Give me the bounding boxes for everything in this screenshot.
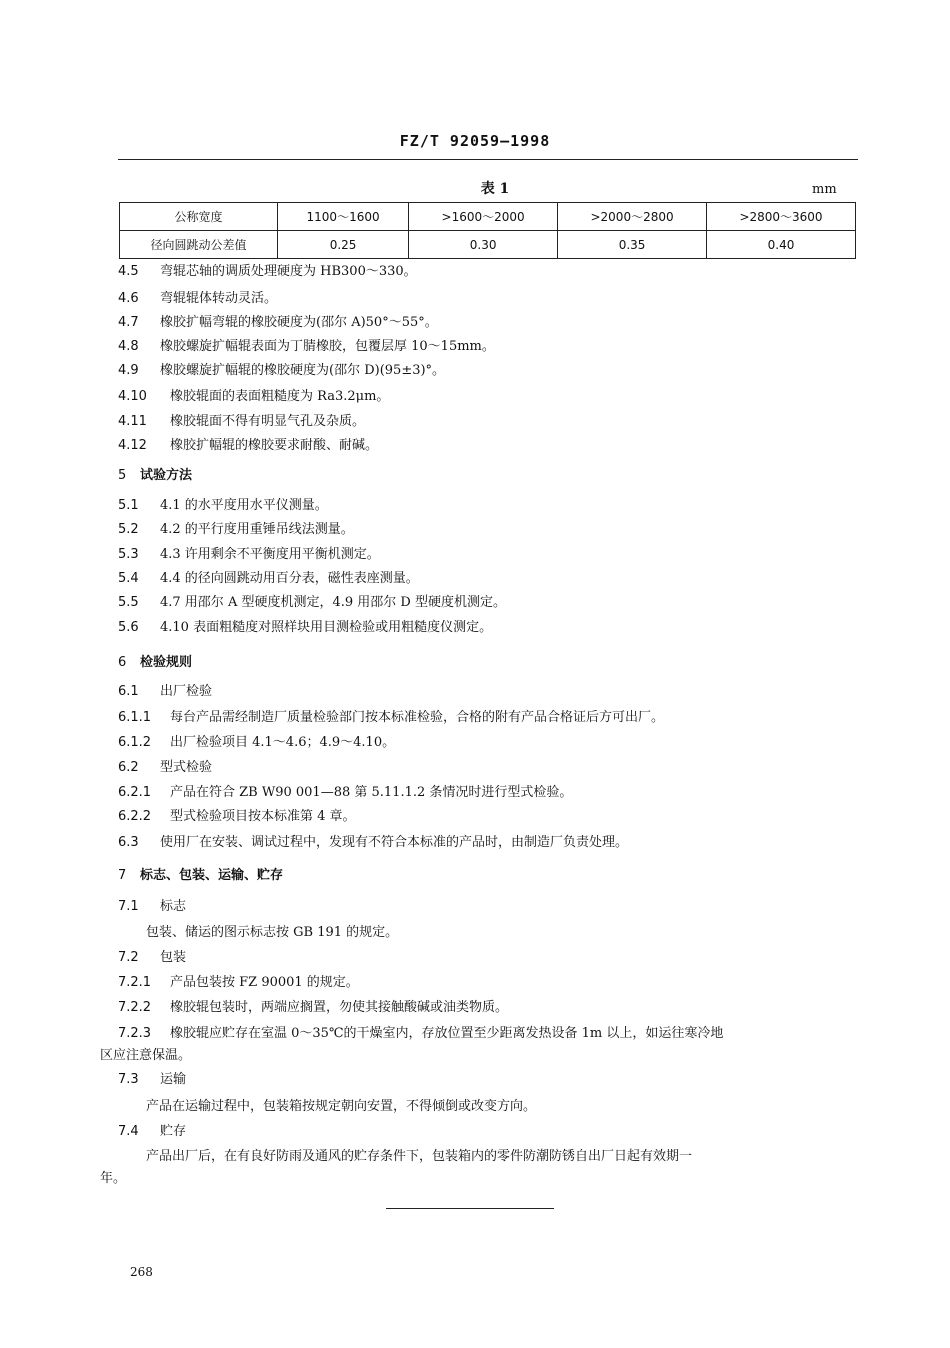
clause-text: 运输 (160, 1072, 187, 1087)
clause-line (118, 362, 445, 380)
clause-number: 4.7 (118, 315, 139, 330)
clause-number: 7.3 (118, 1072, 139, 1087)
section-heading: 标志、包装、运输、贮存 (140, 868, 284, 883)
clause-line (118, 314, 438, 332)
clause-text: 橡胶辊包装时，两端应搁置，勿使其接触酸碱或油类物质。 (170, 1000, 509, 1015)
clause-text: 产品出厂后，在有良好防雨及通风的贮存条件下，包装箱内的零件防潮防锈自出厂日起有效期一 (146, 1149, 693, 1164)
clause-number: 6.1.1 (118, 710, 152, 725)
clause-number: 5.1 (118, 498, 139, 513)
clause-text: 橡胶扩幅辊的橡胶要求耐酸、耐碱。 (170, 438, 379, 453)
table-row (120, 231, 856, 259)
clause-text: 使用厂在安装、调试过程中，发现有不符合本标准的产品时，由制造厂负责处理。 (160, 835, 629, 850)
page-number: 268 (130, 1265, 153, 1279)
clause-number: 7.2.2 (118, 1000, 152, 1015)
clause-number: 4.9 (118, 363, 139, 378)
clause-line (118, 437, 378, 455)
clause-text: 4.3 许用剩余不平衡度用平衡机测定。 (160, 547, 380, 562)
clause-line (118, 546, 380, 564)
clause-line (118, 808, 356, 826)
tolerance-table (119, 202, 856, 259)
clause-text: 弯辊辊体转动灵活。 (160, 291, 278, 306)
clause-number: 6.1.2 (118, 735, 152, 750)
clause-number: 5.3 (118, 547, 139, 562)
clause-text: 橡胶螺旋扩幅辊的橡胶硬度为(邵尔 D)(95±3)°。 (160, 363, 446, 378)
clause-number: 7.1 (118, 899, 139, 914)
clause-line (118, 834, 628, 852)
clause-text: 包装、储运的图示标志按 GB 191 的规定。 (146, 925, 399, 940)
clause-text: 4.4 的径向圆跳动用百分表，磁性表座测量。 (160, 571, 419, 586)
clause-line (118, 290, 277, 308)
clause-number: 5 (118, 468, 127, 483)
clause-line (118, 388, 389, 406)
table-cell: 0.35 (558, 231, 707, 259)
clause-text: 年。 (100, 1171, 127, 1186)
table-cell: >1600～2000 (409, 203, 558, 231)
clause-line (118, 594, 506, 612)
table-cell: 0.30 (409, 231, 558, 259)
clause-text: 每台产品需经制造厂质量检验部门按本标准检验，合格的附有产品合格证后方可出厂。 (170, 710, 665, 725)
clause-number: 6.2.1 (118, 785, 152, 800)
clause-line (118, 949, 186, 967)
clause-line (118, 338, 495, 356)
clause-text: 区应注意保温。 (100, 1048, 192, 1063)
clause-line (118, 263, 417, 281)
clause-number: 4.6 (118, 291, 139, 306)
clause-line (100, 1047, 191, 1065)
clause-text: 橡胶螺旋扩幅辊表面为丁腈橡胶，包覆层厚 10～15mm。 (160, 339, 495, 354)
clause-number: 7.2.1 (118, 975, 152, 990)
clause-line (118, 413, 365, 431)
table-row (120, 203, 856, 231)
clause-number: 6.2.2 (118, 809, 152, 824)
table-cell: 1100～1600 (278, 203, 409, 231)
clause-text: 型式检验 (160, 760, 213, 775)
clause-number: 7.2 (118, 950, 139, 965)
clause-line (118, 898, 186, 916)
clause-text: 橡胶扩幅弯辊的橡胶硬度为(邵尔 A)50°～55°。 (160, 315, 438, 330)
clause-line (118, 570, 419, 588)
clause-number: 6.2 (118, 760, 139, 775)
section-heading: 检验规则 (140, 655, 193, 670)
end-rule (386, 1208, 554, 1209)
clause-number: 7.2.3 (118, 1026, 152, 1041)
clause-text: 4.7 用邵尔 A 型硬度机测定，4.9 用邵尔 D 型硬度机测定。 (160, 595, 506, 610)
clause-line (118, 784, 572, 802)
clause-line (118, 521, 354, 539)
clause-text: 出厂检验 (160, 684, 213, 699)
clause-line (118, 709, 664, 727)
table-row-header: 径向圆跳动公差值 (120, 231, 278, 259)
clause-line (118, 467, 192, 485)
clause-number: 6.3 (118, 835, 139, 850)
clause-line (118, 734, 395, 752)
clause-text: 型式检验项目按本标准第 4 章。 (170, 809, 356, 824)
clause-number: 4.11 (118, 414, 147, 429)
clause-number: 5.5 (118, 595, 139, 610)
clause-number: 4.5 (118, 264, 139, 279)
clause-line (118, 999, 508, 1017)
section-heading: 试验方法 (140, 468, 193, 483)
clause-line (118, 1123, 186, 1141)
clause-line (118, 683, 212, 701)
clause-line (118, 497, 328, 515)
table-row-header: 公称宽度 (120, 203, 278, 231)
table-cell: >2000～2800 (558, 203, 707, 231)
clause-number: 5.4 (118, 571, 139, 586)
clause-number: 5.2 (118, 522, 139, 537)
table-unit: mm (812, 182, 837, 197)
clause-number: 7 (118, 868, 127, 883)
clause-text: 产品在符合 ZB W90 001—88 第 5.11.1.2 条情况时进行型式检验。 (170, 785, 573, 800)
clause-text: 产品在运输过程中，包装箱按规定朝向安置，不得倾倒或改变方向。 (146, 1099, 537, 1114)
clause-line (118, 867, 283, 885)
clause-line (118, 619, 492, 637)
clause-line (100, 1170, 126, 1188)
clause-text: 4.1 的水平度用水平仪测量。 (160, 498, 328, 513)
clause-line (118, 974, 359, 992)
clause-text: 橡胶辊面的表面粗糙度为 Ra3.2μm。 (170, 389, 390, 404)
table-cell: 0.40 (707, 231, 856, 259)
table-cell: >2800～3600 (707, 203, 856, 231)
clause-number: 6 (118, 655, 127, 670)
table-cell: 0.25 (278, 231, 409, 259)
clause-line (146, 1148, 692, 1166)
clause-number: 7.4 (118, 1124, 139, 1139)
clause-number: 4.10 (118, 389, 147, 404)
clause-text: 4.2 的平行度用重锤吊线法测量。 (160, 522, 354, 537)
clause-text: 橡胶辊面不得有明显气孔及杂质。 (170, 414, 366, 429)
table-title: 表 1 (480, 181, 510, 197)
clause-line (118, 759, 212, 777)
clause-number: 4.8 (118, 339, 139, 354)
header-rule (118, 159, 858, 160)
clause-text: 贮存 (160, 1124, 187, 1139)
clause-text: 包装 (160, 950, 187, 965)
standard-code-header: FZ/T 92059—1998 (399, 132, 551, 150)
clause-line (118, 654, 192, 672)
clause-line (118, 1025, 723, 1043)
clause-text: 4.10 表面粗糙度对照样块用目测检验或用粗糙度仪测定。 (160, 620, 493, 635)
clause-number: 5.6 (118, 620, 139, 635)
clause-text: 标志 (160, 899, 187, 914)
clause-line (118, 1071, 186, 1089)
clause-number: 6.1 (118, 684, 139, 699)
clause-text: 弯辊芯轴的调质处理硬度为 HB300～330。 (160, 264, 417, 279)
clause-text: 产品包装按 FZ 90001 的规定。 (170, 975, 359, 990)
clause-line (146, 924, 398, 942)
clause-text: 橡胶辊应贮存在室温 0～35℃的干燥室内，存放位置至少距离发热设备 1m 以上，如运往寒冷地 (170, 1026, 724, 1041)
clause-line (146, 1098, 536, 1116)
clause-text: 出厂检验项目 4.1～4.6；4.9～4.10。 (170, 735, 396, 750)
clause-number: 4.12 (118, 438, 147, 453)
